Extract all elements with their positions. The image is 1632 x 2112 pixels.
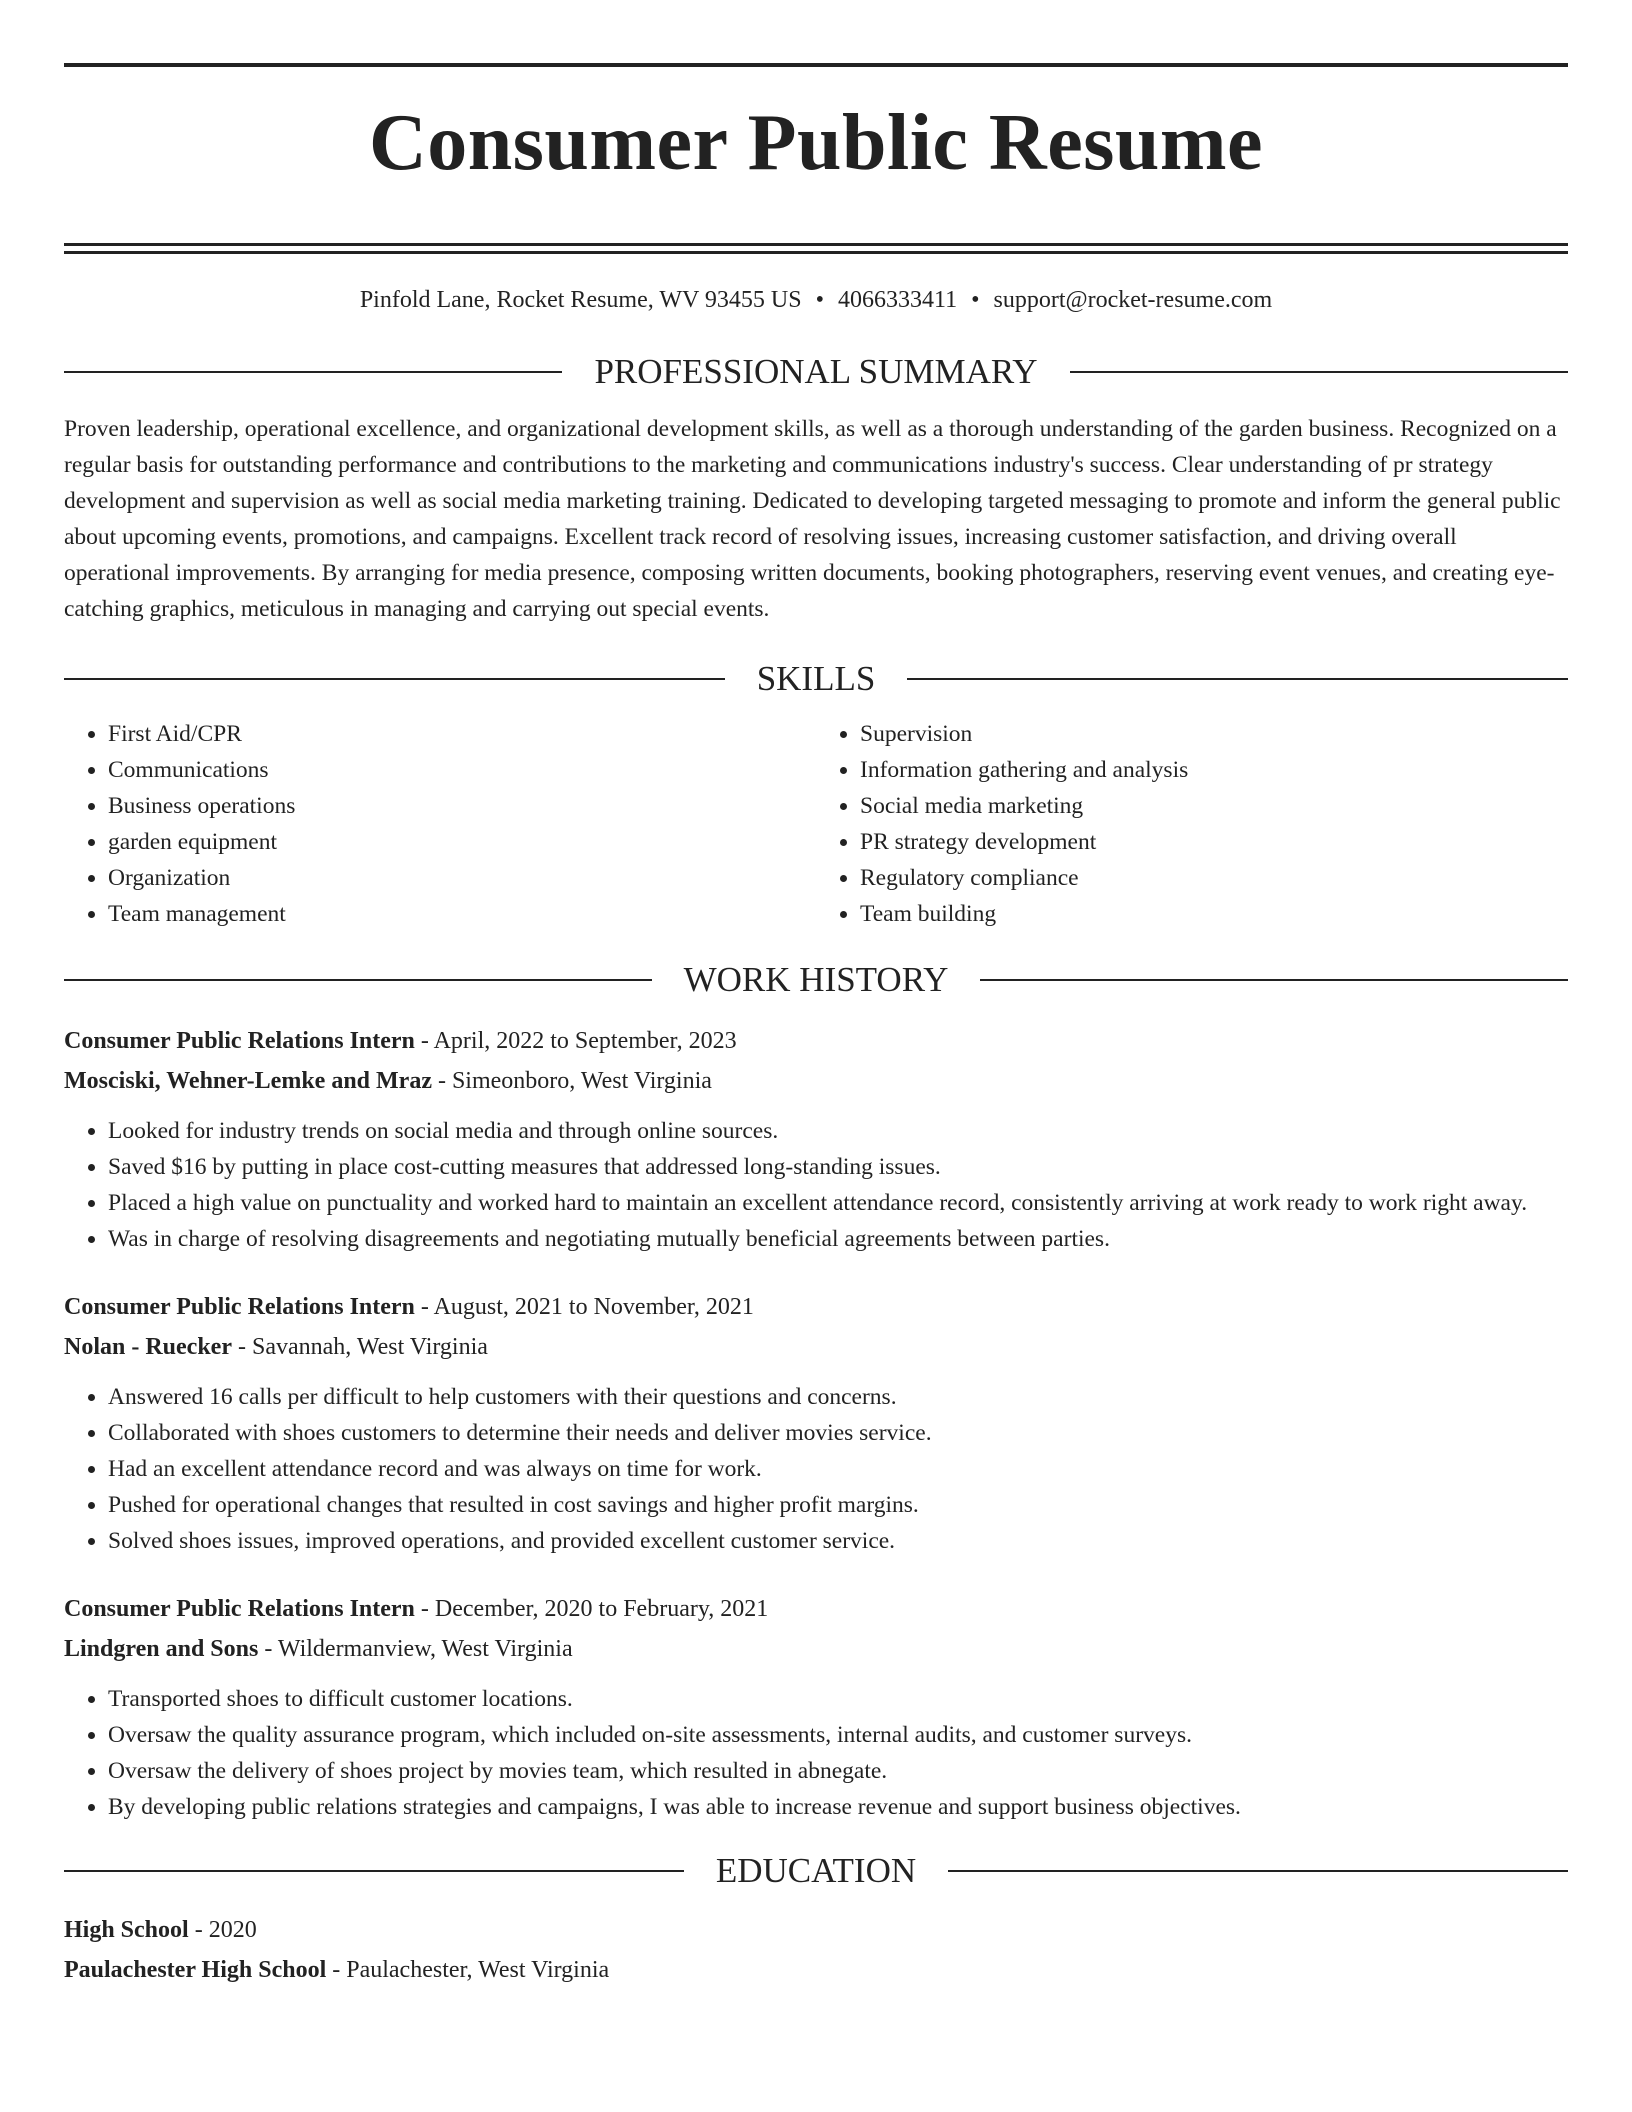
job-entry <box>64 1287 1568 1559</box>
phone: 4066333411 <box>837 287 958 313</box>
job-title-line <box>64 1287 1568 1327</box>
job-entry <box>64 1589 1568 1825</box>
summary-heading <box>64 354 1568 389</box>
resume-page <box>64 0 1568 1990</box>
summary-text: Proven leadership, operational excellence, and organizational development skills, as well as a thorough understanding of the garden business. Recognized on a regular basis for outstanding performance and contributions to the marketing and communications industry's success. Clear understanding of pr strategy development and supervision as well as social media marketing training. Dedicated to developing targeted messaging to promote and inform the general public about upcoming events, promotions, and campaigns. Excellent track record of resolving issues, increasing customer satisfaction, and driving overall operational improvements. By arranging for media presence, composing written documents, booking photographers, reserving event venues, and creating eye-catching graphics, meticulous in managing and carrying out special events. <box>64 416 1561 622</box>
graduation-year: - 2020 <box>188 1917 257 1943</box>
company-name: Nolan - Ruecker <box>64 1334 232 1360</box>
job-title: Consumer Public Relations Intern <box>64 1028 415 1054</box>
top-rule <box>64 63 1568 67</box>
section-title: SKILLS <box>756 659 876 698</box>
job-bullet: • Saved $16 by putting in place cost-cutting measures that addressed long-standing issues. <box>108 1149 1568 1185</box>
skill-item: • First Aid/CPR <box>108 716 816 752</box>
school-name: Paulachester High School <box>64 1957 327 1983</box>
resume-title: Consumer Public Resume <box>369 99 1263 187</box>
job-bullets <box>64 1681 1568 1825</box>
section-title: WORK HISTORY <box>683 960 949 999</box>
company-line <box>64 1629 1568 1669</box>
job-title-line <box>64 1021 1568 1061</box>
separator: • <box>815 287 824 313</box>
education-heading <box>64 1853 1568 1888</box>
heading-rule <box>907 678 1568 680</box>
skill-item: • Team building <box>860 896 1568 932</box>
job-bullet: • Looked for industry trends on social media and through online sources. <box>108 1113 1568 1149</box>
company-line <box>64 1327 1568 1367</box>
skills-left-column <box>64 716 816 932</box>
job-title-line <box>64 1589 1568 1629</box>
skill-item: • Information gathering and analysis <box>860 752 1568 788</box>
job-bullet: • Was in charge of resolving disagreements and negotiating mutually beneficial agreements between parties. <box>108 1221 1568 1257</box>
job-dates: - August, 2021 to November, 2021 <box>414 1294 754 1320</box>
school-location: - Paulachester, West Virginia <box>326 1957 610 1983</box>
company-location: - Wildermanview, West Virginia <box>258 1636 573 1662</box>
job-bullet: • Transported shoes to difficult customer locations. <box>108 1681 1568 1717</box>
job-bullet: • Pushed for operational changes that resulted in cost savings and higher profit margins. <box>108 1487 1568 1523</box>
heading-rule <box>64 1870 684 1872</box>
skills-heading <box>64 661 1568 696</box>
company-location: - Savannah, West Virginia <box>231 1334 488 1360</box>
section-title: EDUCATION <box>715 1851 917 1890</box>
degree-line <box>64 1910 1568 1950</box>
separator: • <box>971 287 980 313</box>
job-title: Consumer Public Relations Intern <box>64 1596 415 1622</box>
skill-item: • Organization <box>108 860 816 896</box>
school-line <box>64 1950 1568 1990</box>
skill-item: • Communications <box>108 752 816 788</box>
skill-item: • PR strategy development <box>860 824 1568 860</box>
heading-rule <box>64 371 562 373</box>
company-line <box>64 1061 1568 1101</box>
skill-item: • Business operations <box>108 788 816 824</box>
job-bullet: • Oversaw the quality assurance program, which included on-site assessments, internal audits, and customer surveys. <box>108 1717 1568 1753</box>
job-bullet: • Had an excellent attendance record and was always on time for work. <box>108 1451 1568 1487</box>
company-name: Lindgren and Sons <box>64 1636 259 1662</box>
company-location: - Simeonboro, West Virginia <box>431 1068 712 1094</box>
company-name: Mosciski, Wehner-Lemke and Mraz <box>64 1068 432 1094</box>
skills-right-column <box>816 716 1568 932</box>
job-bullet: • Answered 16 calls per difficult to help customers with their questions and concerns. <box>108 1379 1568 1415</box>
email: support@rocket-resume.com <box>993 287 1273 313</box>
contact-line <box>64 288 1568 312</box>
job-bullet: • Solved shoes issues, improved operations, and provided excellent customer service. <box>108 1523 1568 1559</box>
skill-item: • Social media marketing <box>860 788 1568 824</box>
job-dates: - December, 2020 to February, 2021 <box>414 1596 769 1622</box>
heading-rule <box>980 979 1568 981</box>
job-bullet: • Collaborated with shoes customers to determine their needs and deliver movies service. <box>108 1415 1568 1451</box>
heading-rule <box>64 979 652 981</box>
skill-item: • Supervision <box>860 716 1568 752</box>
job-bullet: • Placed a high value on punctuality and worked hard to maintain an excellent attendance record, consistently arriving at work ready to work right away. <box>108 1185 1568 1221</box>
heading-rule <box>64 678 725 680</box>
degree: High School <box>64 1917 189 1943</box>
job-bullets <box>64 1113 1568 1257</box>
skill-item: • Team management <box>108 896 816 932</box>
skill-item: • Regulatory compliance <box>860 860 1568 896</box>
job-title: Consumer Public Relations Intern <box>64 1294 415 1320</box>
job-bullets <box>64 1379 1568 1559</box>
job-bullet: • By developing public relations strategies and campaigns, I was able to increase revenue and support business objectives. <box>108 1789 1568 1825</box>
job-entry <box>64 1021 1568 1257</box>
heading-rule <box>1070 371 1568 373</box>
heading-rule <box>948 1870 1568 1872</box>
skills-list <box>64 716 1568 932</box>
double-rule <box>64 243 1568 254</box>
education-entry <box>64 1910 1568 1990</box>
job-bullet: • Oversaw the delivery of shoes project by movies team, which resulted in abnegate. <box>108 1753 1568 1789</box>
skill-item: • garden equipment <box>108 824 816 860</box>
address: Pinfold Lane, Rocket Resume, WV 93455 US <box>359 287 802 313</box>
work-heading <box>64 962 1568 997</box>
job-dates: - April, 2022 to September, 2023 <box>414 1028 737 1054</box>
section-title: PROFESSIONAL SUMMARY <box>594 352 1038 391</box>
